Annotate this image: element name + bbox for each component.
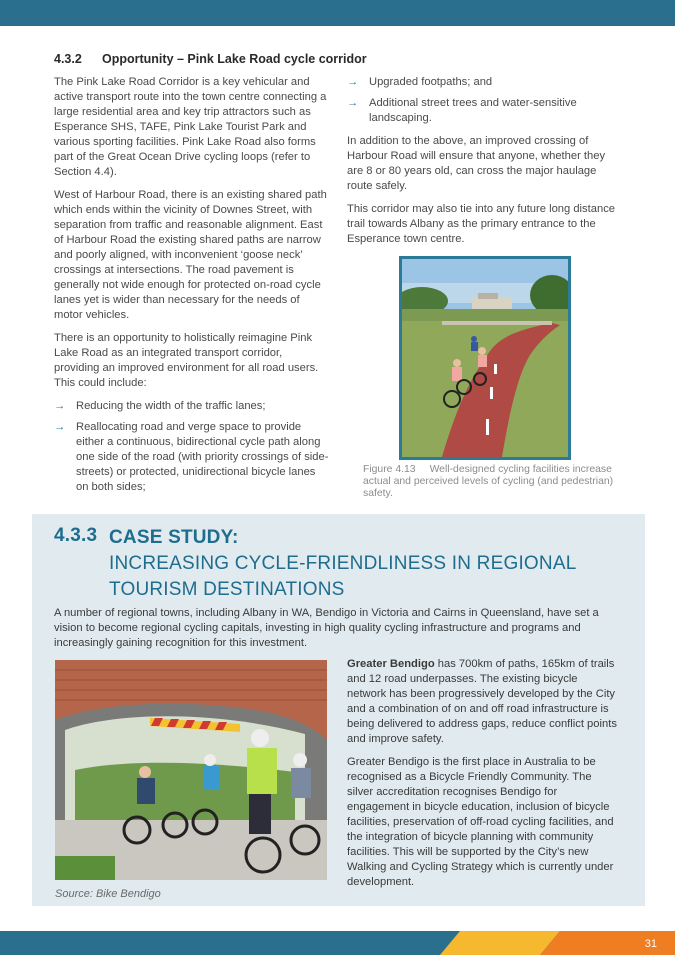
underpass-illustration xyxy=(55,660,327,880)
case-study-text xyxy=(347,657,617,898)
case-study-intro: A number of regional towns, including Albany in WA, Bendigo in Victoria and Cairns in Queensland, have set a vision to become regional cycling capitals, investing in high quality cycling infrastructure and programs and increasingly gaining recognition for this investment. xyxy=(54,607,599,649)
paragraph: Greater Bendigo is the first place in Australia to be recognised as a Bicycle Friendly Community. The silver accreditation recognises Bendigo for engagement in bicycle education, inclusion of bicycle facilities, preservation of off-road cycling facilities, and the integration of bicycle planning with community facilities. This will be supported by the City’s new Walking and Cycling Strategy which is currently under development. xyxy=(347,756,614,888)
page-number: 31 xyxy=(644,938,657,950)
list-item: → Upgraded footpaths; and xyxy=(347,76,493,88)
list-item: → Additional street trees and water-sensitive landscaping. xyxy=(347,97,577,124)
paragraph: This corridor may also tie into any future long distance trail towards Albany as the primary entrance to the Esperance town centre. xyxy=(347,203,616,245)
footer-graphic xyxy=(0,931,675,955)
paragraph: The Pink Lake Road Corridor is a key vehicular and active transport route into the town centre connecting a large residential area and key trip attractors such as Esperance SHS, TAFE, Pink Lake Tourist Park and various sporting facilities. Pink Lake Road also forms part of the Great Ocean Drive cycling loops (refer to Section 4.4). xyxy=(54,76,327,178)
arrow-right-icon: → xyxy=(54,421,66,433)
paragraph: There is an opportunity to holistically reimagine Pink Lake Road as an integrated transport corridor, providing an improved environment for all road users. This could include: xyxy=(54,332,319,389)
bullet-list xyxy=(54,399,330,495)
right-column xyxy=(347,75,622,255)
cycle-path-illustration xyxy=(402,259,568,457)
figure-number: Figure 4.13 xyxy=(363,464,416,475)
section-number: 4.3.2 xyxy=(54,52,82,66)
arrow-right-icon: → xyxy=(54,400,66,412)
figure-caption-text: Well-designed cycling facilities increase actual and perceived levels of cycling (and pedestrian) safety. xyxy=(363,464,614,499)
figure-caption xyxy=(363,464,625,500)
top-banner xyxy=(0,0,675,26)
paragraph: West of Harbour Road, there is an existing shared path which ends within the vicinity of Downes Street, with separation from traffic and reasonable alignment. East of Harbour Road the existing shared paths are narrow and poorly aligned, with inconvenient ‘goose neck’ crossings at intersections. The road pavement is generally not wide enough for protected on-road cycle lanes yet is wider than necessary for the needs of motor vehicles. xyxy=(54,189,327,321)
arrow-right-icon: → xyxy=(347,76,359,88)
paragraph: In addition to the above, an improved crossing of Harbour Road will ensure that anyone, whether they are 8 or 80 years old, can cross the major haulage route safely. xyxy=(347,135,606,192)
bendigo-cyclists-photo xyxy=(55,660,327,880)
cycle-path-photo xyxy=(399,256,571,460)
left-column xyxy=(54,75,330,503)
list-item: → Reallocating road and verge space to provide either a continuous, bidirectional cycle path along one side of the road (with priority crossings of side-streets) or protected, unidirectional bicycle lanes on both sides; xyxy=(54,421,329,493)
list-item: → Reducing the width of the traffic lanes; xyxy=(54,400,266,412)
section-title: Opportunity – Pink Lake Road cycle corridor xyxy=(102,52,367,66)
case-study-title-line1: CASE STUDY: xyxy=(109,527,239,548)
case-study-number: 4.3.3 xyxy=(54,525,98,546)
paragraph: Greater Bendigo has 700km of paths, 165km of trails and 12 road underpasses. The existing bicycle network has been progressively developed by the City and a combination of on and off road infrastructure is being delivered to address gaps, reduce conflict points and improve safety. xyxy=(347,658,617,745)
case-study-title xyxy=(109,525,609,603)
footer-band xyxy=(0,931,675,955)
case-study-title-line2: INCREASING CYCLE-FRIENDLINESS IN REGIONAL TOURISM DESTINATIONS xyxy=(109,553,576,600)
arrow-right-icon: → xyxy=(347,97,359,109)
photo-source: Source: Bike Bendigo xyxy=(55,888,161,900)
bullet-list xyxy=(347,75,622,126)
bold-lead: Greater Bendigo xyxy=(347,658,435,670)
section-heading xyxy=(54,52,367,66)
